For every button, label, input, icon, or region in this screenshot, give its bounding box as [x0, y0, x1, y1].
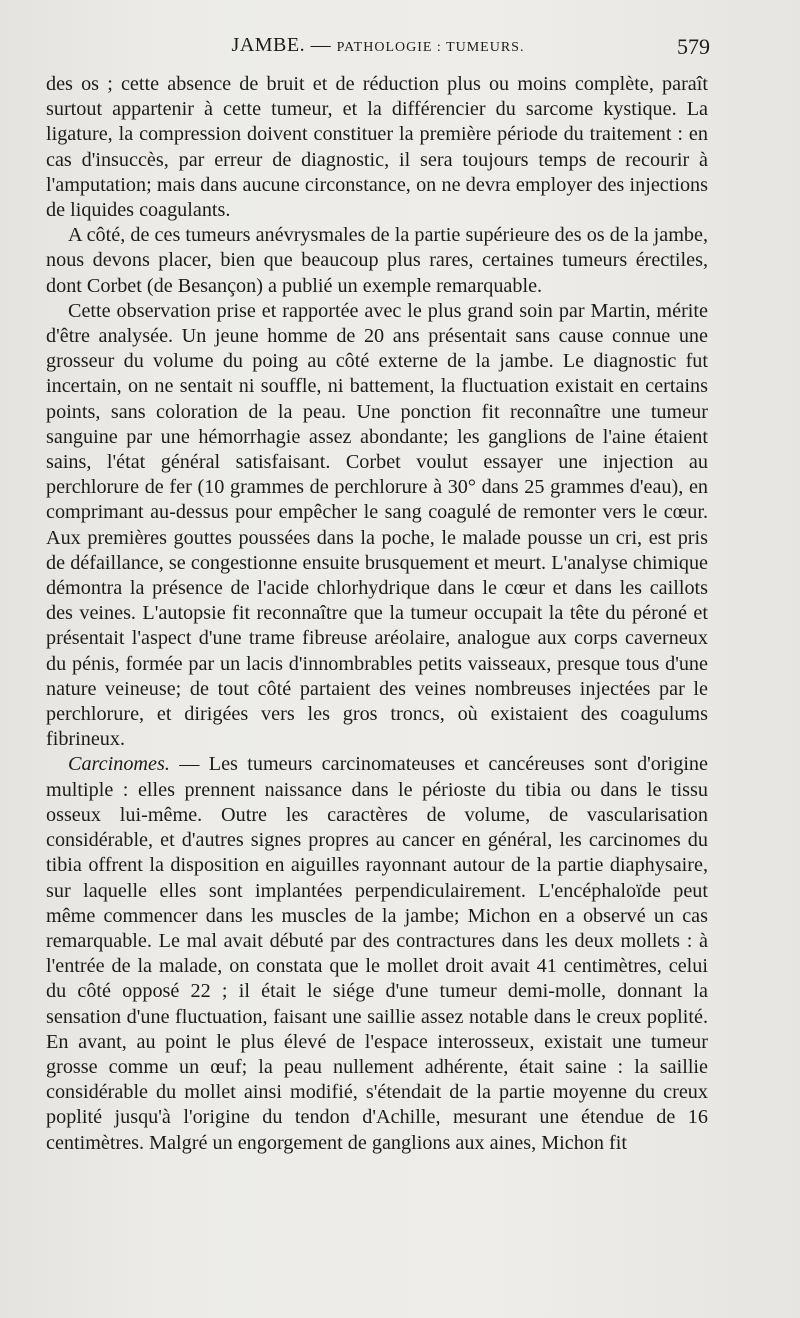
paragraph-continuation: des os ; cette absence de bruit et de réduction plus ou moins complète, paraît surtout appartenir à cette tumeur, et la différencier du sarcome kystique. La ligature, la compression doivent constituer la première période du traitement : en cas d'insuccès, par erreur de diagnostic, il sera toujours temps de recourir à l'amputation; mais dans aucune circonstance, on ne devra employer des injections de liquides coagulants. — [46, 73, 708, 222]
running-head-dash: — — [310, 34, 332, 56]
paragraph-erectile-tumors: A côté, de ces tumeurs anévrysmales de la partie supérieure des os de la jambe, nous devons placer, bien que beaucoup plus rares, certaines tumeurs érectiles, dont Corbet (de Besançon) a publié un exemple remarquable. — [46, 224, 708, 297]
section-lead-carcinomes: Carcinomes. — [68, 753, 170, 776]
paragraph-observation: Cette observation prise et rapportée avec le plus grand soin par Martin, mérite d'être analysée. Un jeune homme de 20 ans présentait sans cause connue une grosseur du volume du poing au côté externe de la jambe. Le diagnostic fut incertain, on ne sentait ni souffle, ni battement, la fluctuation existait en certains points, sans coloration de la peau. Une ponction fit reconnaître une tumeur sanguine par une hémorrhagie assez abondante; les ganglions de l'aine étaient sains, l'état général satisfaisant. Corbet voulut essayer une injection au perchlorure de fer (10 grammes de perchlorure à 30° dans 25 grammes d'eau), en comprimant au-dessus pour empêcher le sang coagulé de remonter vers le cœur. Aux premières gouttes poussées dans la poche, le malade pousse un cri, est pris de défaillance, se congestionne ensuite brusquement et meurt. L'analyse chimique démontra la présence de l'acide chlorhydrique dans le cœur et dans les caillots des veines. L'autopsie fit reconnaître que la tumeur occupait la tête du péroné et présentait l'aspect d'une trame fibreuse aréolaire, analogue aux corps caverneux du pénis, formée par un lacis d'innombrables petits vaisseaux, presque tous d'une nature veineuse; de tout côté partaient des veines nombreuses injectées par le perchlorure, et dirigées vers les gros troncs, où existaient des coagulums fibrineux. — [46, 299, 708, 751]
paragraph-carcinomes-text: — Les tumeurs carcinomateuses et cancéreuses sont d'origine multiple : elles prennent naissance dans le périoste du tibia ou dans le tissu osseux lui-même. Outre les caractères de volume, de vascularisation considérable, et d'autres signes propres au cancer en général, les carcinomes du tibia offrent la disposition en aiguilles rayonnant autour de la partie diaphysaire, sur laquelle elles sont implantées perpendiculairement. L'encéphaloïde peut même commencer dans les muscles de la jambe; Michon en a observé un cas remarquable. Le mal avait débuté par des contractures dans les deux mollets : à l'entrée de la malade, on constata que le mollet droit avait 41 centimètres, celui du côté opposé 22 ; il était le siége d'une tumeur demi-molle, donnant la sensation d'une fluctuation, faisant une saillie assez notable dans le creux poplité. En avant, au point le plus élevé de l'espace interosseux, existait une tumeur grosse comme un œuf; la peau nullement adhérente, était saine : la saillie considérable du mollet ainsi modifié, s'étendait de la partie moyenne du creux poplité jusqu'à l'origine du tendon d'Achille, mesurant une étendue de 16 centimètres. Malgré un engorgement de ganglions aux aines, Michon fit — [46, 753, 708, 1154]
page-header — [46, 34, 710, 64]
body-text — [46, 72, 708, 1156]
running-head-subsection: PATHOLOGIE : TUMEURS. — [336, 40, 525, 55]
running-head-section: JAMBE. — [231, 34, 306, 56]
page-number: 579 — [677, 34, 710, 59]
running-head — [46, 34, 710, 57]
paragraph-carcinomes — [46, 752, 708, 1155]
